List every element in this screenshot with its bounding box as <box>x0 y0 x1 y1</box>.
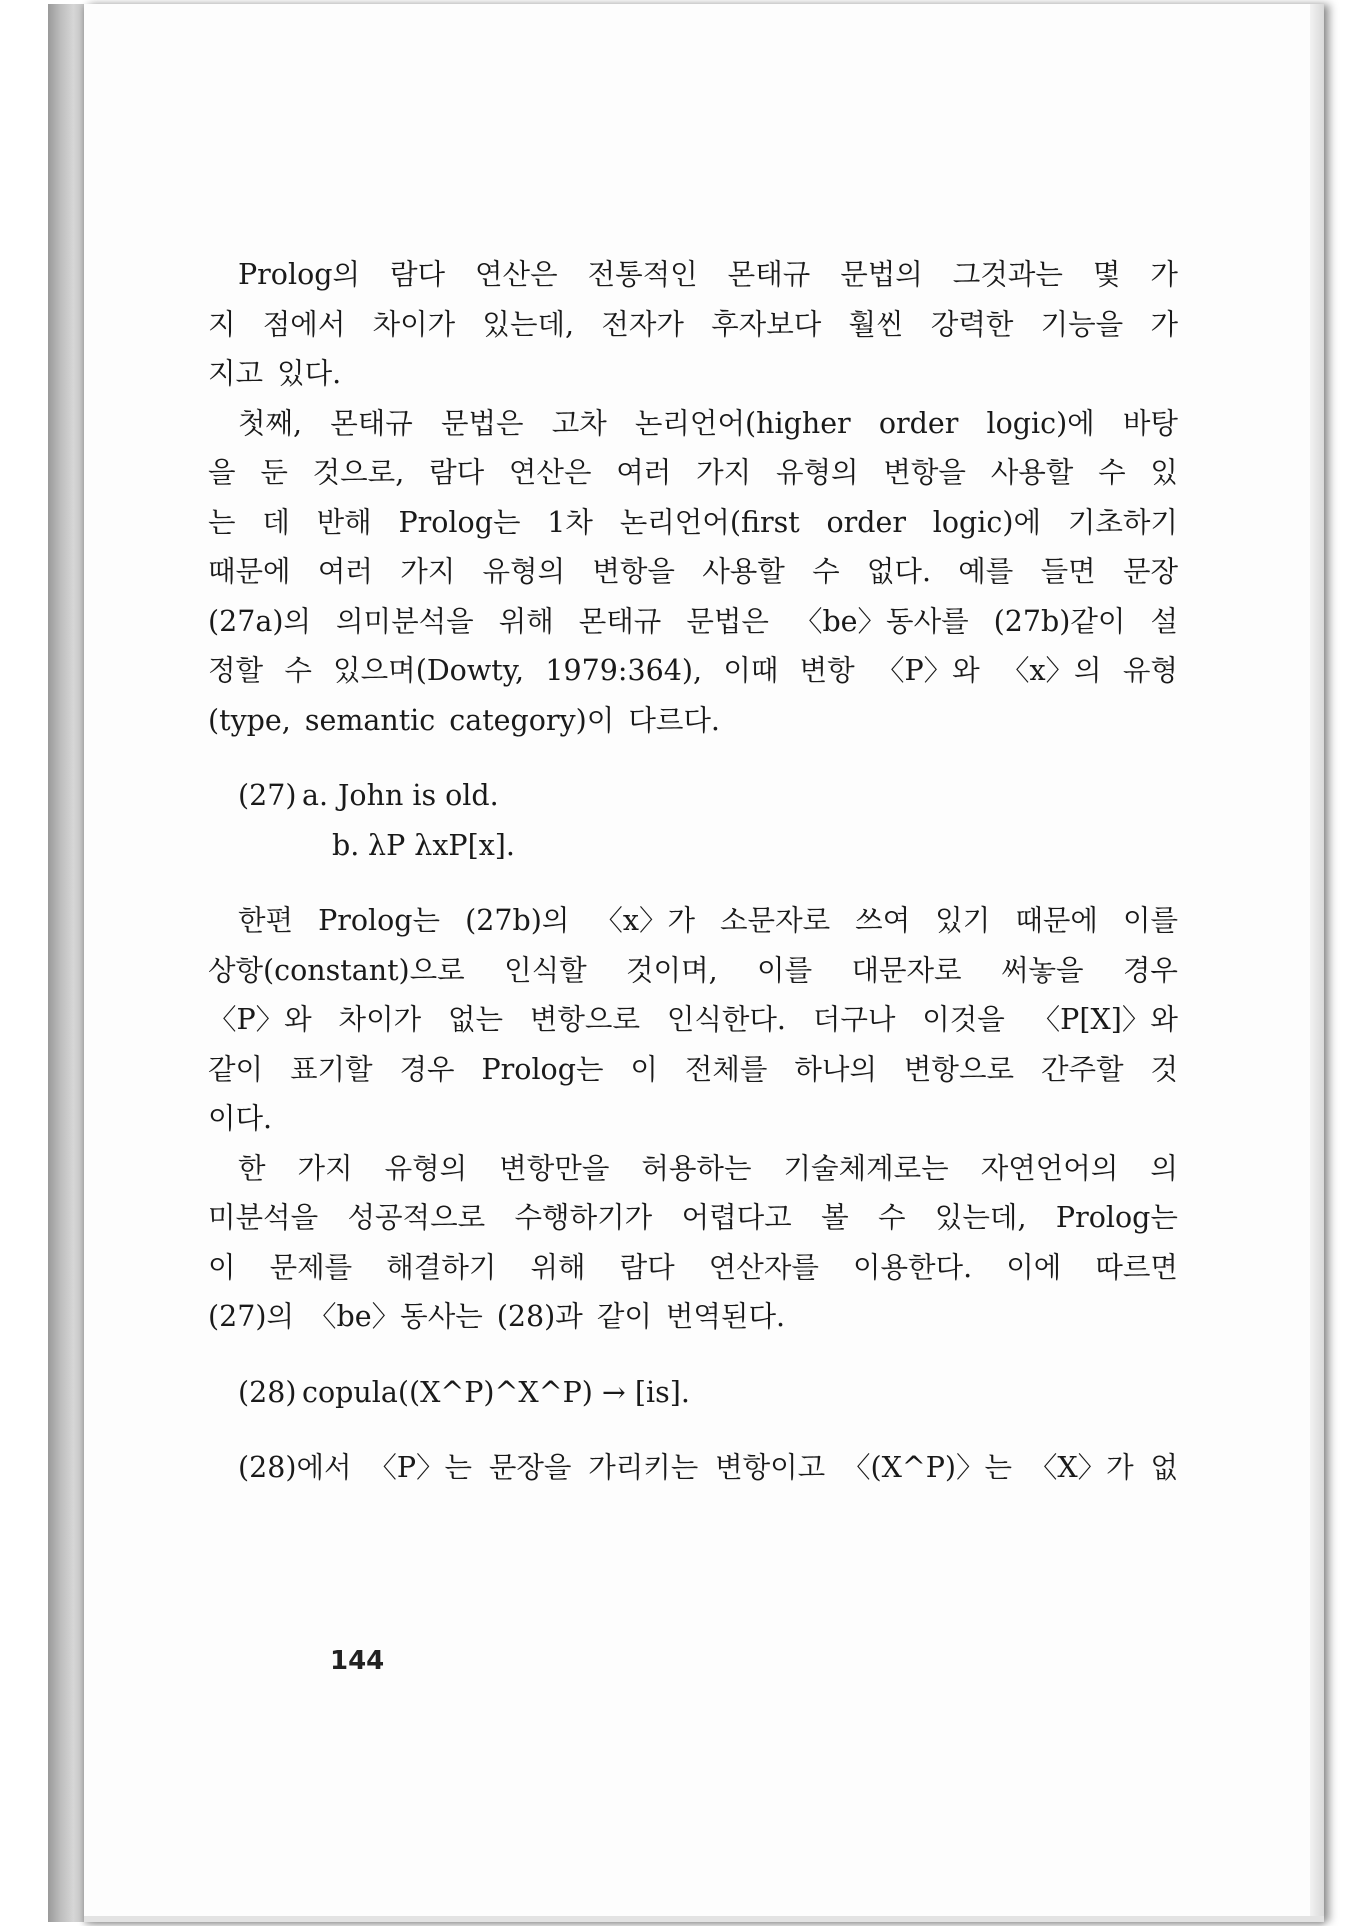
word: 소문자로 <box>720 904 831 937</box>
text-line <box>208 399 1178 449</box>
word: (28)과 <box>496 1300 583 1333</box>
word: 몇 <box>1092 258 1121 291</box>
word: 문장 <box>1122 555 1178 588</box>
word: 기술체계로는 <box>783 1151 949 1185</box>
word: 가리키는 <box>588 1451 699 1484</box>
word: 바탕 <box>1122 406 1178 440</box>
word: 정할 <box>208 654 264 687</box>
word: 이것을 <box>922 1003 1005 1036</box>
word: 위해 <box>498 604 554 638</box>
paragraph-2 <box>208 399 1178 746</box>
word: 의 <box>1150 1151 1178 1185</box>
text-line <box>208 1094 1178 1144</box>
word: 지고 <box>208 357 264 390</box>
word: 경우 <box>1122 953 1178 987</box>
book-spine <box>48 4 84 1922</box>
word: 가지 <box>696 456 752 489</box>
paragraph-4 <box>208 1144 1178 1342</box>
word: 몬태규 <box>727 258 811 291</box>
text-line <box>208 448 1178 498</box>
word: 유형 <box>1122 654 1178 687</box>
word: 데 <box>262 505 290 539</box>
word: 가지 <box>400 555 456 588</box>
word: 여러 <box>616 456 672 489</box>
example-label: b. <box>332 828 360 862</box>
word: 것이며, <box>626 953 718 987</box>
word: 써놓을 <box>1000 953 1084 987</box>
word: 전자가 <box>601 307 684 341</box>
word: 몬태규 <box>578 604 662 638</box>
text-line <box>208 995 1178 1045</box>
word: 설 <box>1150 604 1178 638</box>
word: 을 <box>208 456 236 489</box>
text-line <box>208 1193 1178 1243</box>
word: 차이가 <box>372 307 456 341</box>
word: 대문자로 <box>851 953 962 987</box>
paragraph-3 <box>208 896 1178 1144</box>
page-bottom-edge <box>84 1916 1324 1922</box>
word: 유형의 <box>482 555 566 588</box>
word: 따르면 <box>1095 1250 1178 1284</box>
word: 람다 <box>619 1250 675 1284</box>
word: 연산은 <box>475 258 558 291</box>
example-28 <box>208 1368 1178 1418</box>
word: Prolog는 <box>481 1052 604 1086</box>
word: 이에 <box>1006 1250 1062 1284</box>
word: 해결하기 <box>386 1250 497 1284</box>
word: 〈be〉동사는 <box>308 1300 483 1333</box>
word: 논리언어(higher <box>634 406 851 440</box>
word: 있으며(Dowty, <box>333 654 525 687</box>
word: 표기할 <box>289 1052 373 1086</box>
word: 연산자를 <box>708 1250 819 1284</box>
word: 들면 <box>1040 555 1096 588</box>
word: (27a)의 <box>208 604 312 638</box>
word: 수 <box>877 1201 906 1234</box>
word: 번역된다. <box>665 1300 786 1333</box>
word: (28)에서 <box>238 1451 352 1484</box>
text-line <box>208 896 1178 946</box>
word: category)이 <box>449 703 615 737</box>
paragraph-1 <box>208 250 1178 399</box>
word: (27b)같이 <box>993 604 1126 638</box>
page-body-text <box>208 250 1178 1493</box>
word: Prolog는 <box>318 904 441 937</box>
text-line <box>208 946 1178 996</box>
word: 때문에 <box>1015 904 1098 937</box>
word: 〈be〉동사를 <box>793 604 969 638</box>
word: 〈(X^P)〉는 <box>841 1451 1013 1484</box>
word: 있다. <box>277 357 342 390</box>
text-line <box>208 250 1178 300</box>
word: 문제를 <box>269 1250 353 1284</box>
word: 〈P〉는 <box>368 1451 473 1484</box>
example-27b <box>208 821 1178 871</box>
page-edge <box>1310 4 1324 1922</box>
word: 경우 <box>399 1052 455 1086</box>
text-line <box>208 547 1178 597</box>
word: semantic <box>304 703 436 737</box>
word: 때문에 <box>208 555 291 588</box>
word: 것 <box>1150 1052 1178 1086</box>
word: 는 <box>208 505 236 539</box>
word: 그것과는 <box>952 258 1063 291</box>
word: 위해 <box>530 1250 586 1284</box>
word: 수 <box>284 654 312 687</box>
word: 같이 <box>596 1300 652 1333</box>
word: 둔 <box>260 456 288 489</box>
word: 변항을 <box>883 456 966 489</box>
word: 〈P〉와 <box>875 654 980 687</box>
word: 1979:364), <box>545 654 703 687</box>
page-number: 144 <box>330 1646 385 1676</box>
word: 유형의 <box>384 1151 468 1185</box>
word: 전통적인 <box>587 258 698 291</box>
word: 수 <box>1098 456 1126 489</box>
word: 여러 <box>317 555 373 588</box>
word: 1차 <box>547 505 593 539</box>
word: 반해 <box>316 505 372 539</box>
text-line <box>208 349 1178 399</box>
word: 전체를 <box>684 1052 768 1086</box>
example-text: copula((X^P)^X^P) → [is]. <box>302 1375 690 1409</box>
word: 기능을 <box>1040 307 1124 341</box>
word: 자연언어의 <box>980 1151 1119 1185</box>
word: Prolog는 <box>1055 1201 1178 1234</box>
word: 〈P[X]〉와 <box>1031 1003 1178 1036</box>
word: 가 <box>1150 258 1178 291</box>
word: 차이가 <box>338 1003 422 1036</box>
word: 이를 <box>757 953 813 987</box>
example-number: (27) <box>238 779 297 812</box>
word: 이 <box>208 1250 236 1284</box>
word: 이를 <box>1122 904 1178 937</box>
word: 간주할 <box>1040 1052 1124 1086</box>
word: 유형의 <box>775 456 859 489</box>
text-line <box>208 1144 1178 1194</box>
word: 사용할 <box>702 555 785 588</box>
word: order <box>826 505 906 539</box>
word: 기초하기 <box>1067 505 1178 539</box>
word: (27b)의 <box>465 904 570 937</box>
word: 같이 <box>208 1052 264 1086</box>
word: 볼 <box>821 1201 849 1234</box>
word: logic)에 <box>986 406 1095 440</box>
word: 성공적으로 <box>347 1201 486 1234</box>
text-line <box>208 597 1178 647</box>
word: 예를 <box>958 555 1014 588</box>
word: 람다 <box>429 456 485 489</box>
word: 강력한 <box>930 307 1014 341</box>
word: 한 <box>238 1151 266 1185</box>
word: 어렵다고 <box>681 1201 792 1234</box>
text-line <box>208 498 1178 548</box>
word: 논리언어(first <box>619 505 800 539</box>
word: 변항 <box>799 654 855 687</box>
word: (type, <box>208 703 291 737</box>
word: 문법의 <box>840 258 923 291</box>
word: 수행하기가 <box>514 1201 653 1234</box>
text-line <box>208 1045 1178 1095</box>
word: 지 <box>208 307 236 341</box>
word: 사용할 <box>990 456 1074 489</box>
word: 문법은 <box>440 406 524 440</box>
example-27a <box>208 771 1178 821</box>
text-line <box>208 1292 1178 1342</box>
word: 람다 <box>389 258 446 291</box>
word: 허용하는 <box>641 1151 752 1185</box>
word: 변항으로 <box>529 1003 640 1036</box>
word: 변항을 <box>592 555 675 588</box>
text-line <box>208 1443 1178 1493</box>
word: 고차 <box>551 406 607 440</box>
word: 문장을 <box>488 1451 572 1484</box>
word: 변항으로 <box>903 1052 1015 1086</box>
word: 〈x〉의 <box>1000 654 1102 687</box>
word: 다르다. <box>628 703 720 737</box>
word: 것으로, <box>312 456 405 489</box>
word: 〈P〉와 <box>208 1003 312 1036</box>
word: 인식한다. <box>666 1003 786 1036</box>
word: 하나의 <box>794 1052 877 1086</box>
word: 이다. <box>208 1102 273 1135</box>
word: 없는 <box>447 1003 504 1036</box>
word: 수 <box>812 555 840 588</box>
word: 이때 <box>723 654 779 687</box>
word: 몬태규 <box>330 406 413 440</box>
word: (27)의 <box>208 1300 295 1333</box>
word: 연산은 <box>508 456 592 489</box>
word: 미분석을 <box>208 1201 319 1234</box>
word: 이용한다. <box>852 1250 973 1284</box>
word: logic)에 <box>932 505 1042 539</box>
word: 〈X〉가 <box>1028 1451 1134 1484</box>
word: 쓰여 <box>855 904 911 937</box>
word: 상항(constant)으로 <box>208 953 465 987</box>
example-label: a. <box>302 779 329 812</box>
word: 〈x〉가 <box>594 904 696 937</box>
word: Prolog의 <box>238 258 361 291</box>
word: 훨씬 <box>848 307 904 341</box>
word: 있는데, <box>482 307 575 341</box>
word: 가지 <box>297 1151 353 1185</box>
word: 변항만을 <box>499 1151 610 1185</box>
text-line <box>208 646 1178 696</box>
word: 한편 <box>238 904 294 937</box>
example-number: (28) <box>238 1375 297 1409</box>
word: 의미분석을 <box>336 604 474 638</box>
example-text: John is old. <box>338 779 499 812</box>
word: 첫째, <box>238 406 303 440</box>
word: 없다. <box>866 555 932 588</box>
word: 가 <box>1150 307 1178 341</box>
word: 더구나 <box>812 1003 896 1036</box>
paragraph-5 <box>208 1443 1178 1493</box>
word: 있는데, <box>934 1201 1027 1234</box>
text-line <box>208 1243 1178 1293</box>
word: 문법은 <box>686 604 769 638</box>
text-line <box>208 696 1178 746</box>
word: order <box>878 406 959 440</box>
example-text: λP λxP[x]. <box>368 828 515 862</box>
word: Prolog는 <box>398 505 521 539</box>
word: 있기 <box>935 904 991 937</box>
word: 변항이고 <box>715 1451 826 1484</box>
word: 이 <box>630 1052 658 1086</box>
word: 후자보다 <box>711 307 822 341</box>
word: 인식할 <box>504 953 587 987</box>
word: 없 <box>1150 1451 1178 1484</box>
word: 있 <box>1150 456 1178 489</box>
text-line <box>208 300 1178 350</box>
word: 점에서 <box>262 307 346 341</box>
